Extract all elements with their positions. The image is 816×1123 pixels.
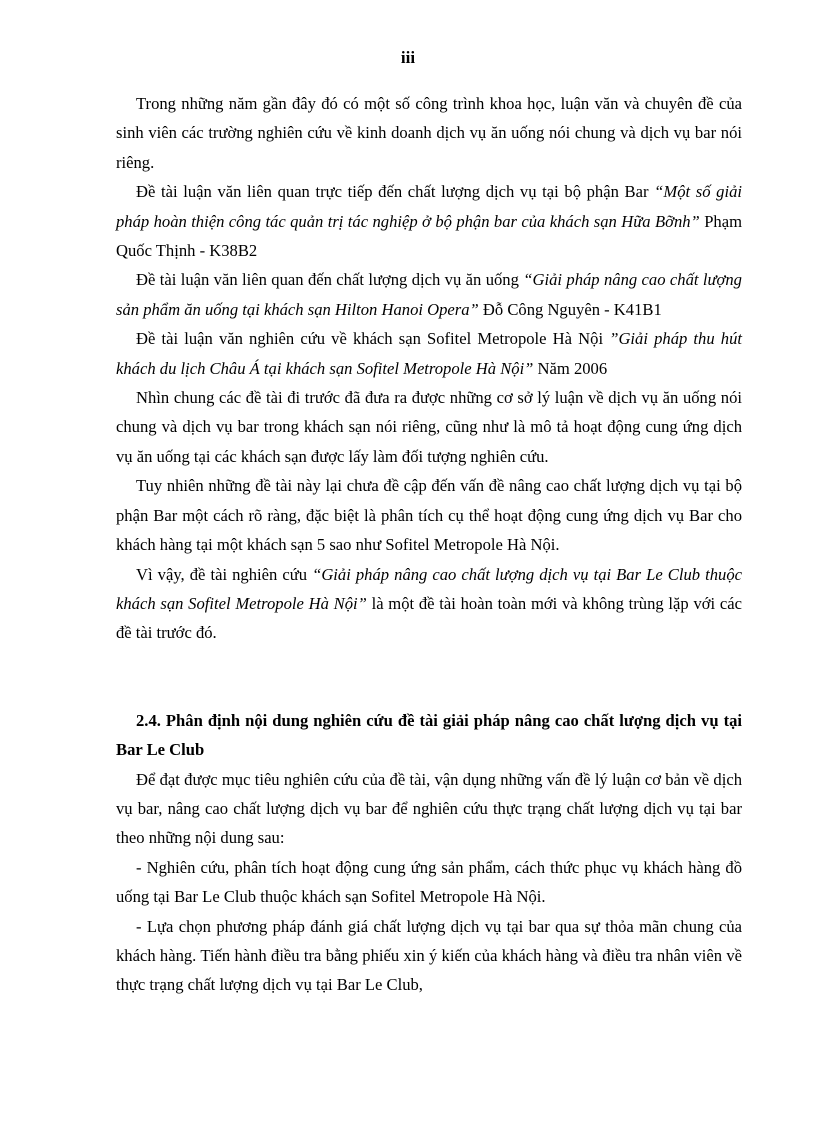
section-list-item: - Lựa chọn phương pháp đánh giá chất lượng dịch vụ tại bar qua sự thỏa mãn chung của khách hàng. Tiến hành điều tra bằng phiếu xin ý kiến của khách hàng và điều tra nhân viên về thực trạng chất lượng dịch vụ tại Bar Le Club, — [116, 916, 742, 995]
paragraph-text: Đề tài luận văn nghiên cứu về khách sạn Sofitel Metropole Hà Nội — [136, 329, 610, 349]
thesis-author: Phạm Quốc Thịnh - K38B2 — [116, 211, 743, 261]
paragraph-text: Đề tài luận văn liên quan trực tiếp đến chất lượng dịch vụ tại bộ phận Bar — [136, 182, 655, 202]
thesis-title: “Giải pháp nâng cao chất lượng sản phẩm ăn uống tại khách sạn Hilton Hanoi Opera” — [116, 270, 742, 319]
paragraph-text: Vì vậy, đề tài nghiên cứu — [136, 564, 313, 584]
thesis-author: Đỗ Công Nguyên - K41B1 — [478, 299, 662, 319]
thesis-title: ”Giải pháp thu hút khách du lịch Châu Á tại khách sạn Sofitel Metropole Hà Nội” — [116, 329, 742, 378]
thesis-title: “Giải pháp nâng cao chất lượng dịch vụ tại Bar Le Club thuộc khách sạn Sofitel Metropole Hà Nội” — [116, 564, 742, 613]
section-heading: 2.4. Phân định nội dung nghiên cứu đề tài giải pháp nâng cao chất lượng dịch vụ tại Bar Le Club — [116, 710, 742, 760]
page-number: iii — [400, 48, 416, 67]
paragraph-thesis-sofitel — [116, 324, 742, 383]
paragraph-gap: Tuy nhiên những đề tài này lại chưa đề cập đến vấn đề nâng cao chất lượng dịch vụ tại bộ phận Bar một cách rõ ràng, đặc biệt là phân tích cụ thể hoạt động cung ứng dịch vụ Bar cho khách hàng tại một khách sạn 5 sao như Sofitel Metropole Hà Nội. — [116, 476, 742, 555]
paragraph-thesis-bar-quality — [116, 177, 742, 265]
paragraph-novelty — [116, 560, 742, 648]
thesis-title: “Một số giải pháp hoàn thiện công tác quản trị tác nghiệp ở bộ phận bar của khách sạn Hữa Bỡnh” — [116, 182, 742, 231]
body-text — [116, 89, 742, 1000]
paragraph-text: là một đề tài hoàn toàn mới và không trùng lặp với các đề tài trước đó. — [116, 593, 742, 643]
section-list-item: - Nghiên cứu, phân tích hoạt động cung ứng sản phẩm, cách thức phục vụ khách hàng đồ uống tại Bar Le Club thuộc khách sạn Sofitel Metropole Hà Nội. — [116, 857, 742, 907]
thesis-year: Năm 2006 — [533, 358, 608, 378]
paragraph-text: Đề tài luận văn liên quan đến chất lượng dịch vụ ăn uống — [136, 270, 524, 290]
paragraph-thesis-food-quality — [116, 265, 742, 324]
paragraph-overview: Nhìn chung các đề tài đi trước đã đưa ra được những cơ sở lý luận về dịch vụ ăn uống nói chung và dịch vụ bar trong khách sạn nói riêng, cũng như là mô tả hoạt động cung ứng dịch vụ ăn uống tại các khách sạn được lấy làm đối tượng nghiên cứu. — [116, 388, 742, 466]
section-paragraph: Để đạt được mục tiêu nghiên cứu của đề tài, vận dụng những vấn đề lý luận cơ bản về dịch vụ bar, nâng cao chất lượng dịch vụ bar để nghiên cứu thực trạng chất lượng dịch vụ tại bar theo những nội dung sau: — [116, 769, 742, 848]
paragraph-previous-studies: Trong những năm gần đây đó có một số công trình khoa học, luận văn và chuyên đề của sinh viên các trường nghiên cứu về kinh doanh dịch vụ ăn uống nói chung và dịch vụ bar nói riêng. — [116, 94, 742, 172]
